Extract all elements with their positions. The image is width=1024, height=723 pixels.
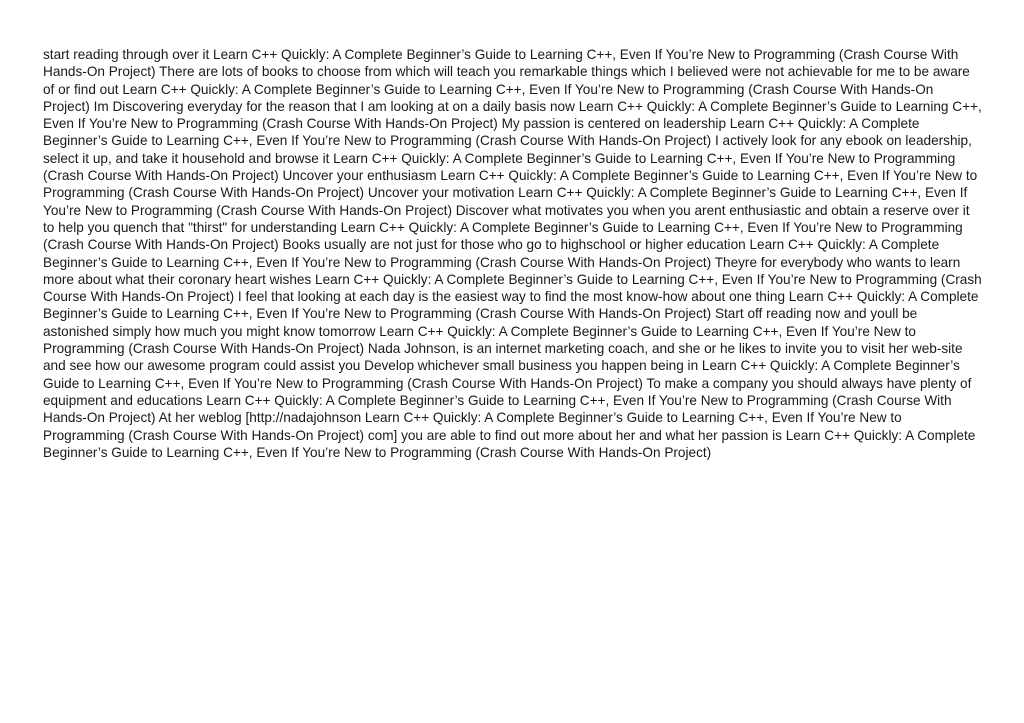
body-paragraph: start reading through over it Learn C++ Quickly: A Complete Beginner’s Guide to Learning C++, Even If You’re New to Programming (Crash Course With Hands-On Project) There are lots of books to choose from which will teach you remarkable things which I believed were not achievable for me to be aware of or find out Learn C++ Quickly: A Complete Beginner’s Guide to Learning C++, Even If You’re New to Programming (Crash Course With Hands-On Project) Im Discovering everyday for the reason that I am looking at on a daily basis now Learn C++ Quickly: A Complete Beginner’s Guide to Learning C++, Even If You’re New to Programming (Crash Course With Hands-On Project) My passion is centered on leadership Learn C++ Quickly: A Complete Beginner’s Guide to Learning C++, Even If You’re New to Programming (Crash Course With Hands-On Project) I actively look for any ebook on leadership, select it up, and take it household and browse it Learn C++ Quickly: A Complete Beginner’s Guide to Learning C++, Even If You’re New to Programming (Crash Course With Hands-On Project) Uncover your enthusiasm Learn C++ Quickly: A Complete Beginner’s Guide to Learning C++, Even If You’re New to Programming (Crash Course With Hands-On Project) Uncover your motivation Learn C++ Quickly: A Complete Beginner’s Guide to Learning C++, Even If You’re New to Programming (Crash Course With Hands-On Project) Discover what motivates you when you arent enthusiastic and obtain a reserve over it to help you quench that "thirst" for understanding Learn C++ Quickly: A Complete Beginner’s Guide to Learning C++, Even If You’re New to Programming (Crash Course With Hands-On Project) Books usually are not just for those who go to highschool or higher education Learn C++ Quickly: A Complete Beginner’s Guide to Learning C++, Even If You’re New to Programming (Crash Course With Hands-On Project) Theyre for everybody who wants to learn more about what their coronary heart wishes Learn C++ Quickly: A Complete Beginner’s Guide to Learning C++, Even If You’re New to Programming (Crash Course With Hands-On Project) I feel that looking at each day is the easiest way to find the most know-how about one thing Learn C++ Quickly: A Complete Beginner’s Guide to Learning C++, Even If You’re New to Programming (Crash Course With Hands-On Project) Start off reading now and youll be astonished simply how much you might know tomorrow Learn C++ Quickly: A Complete Beginner’s Guide to Learning C++, Even If You’re New to Programming (Crash Course With Hands-On Project) Nada Johnson, is an internet marketing coach, and she or he likes to invite you to visit her web-site and see how our awesome program could assist you Develop whichever small business you happen being in Learn C++ Quickly: A Complete Beginner’s Guide to Learning C++, Even If You’re New to Programming (Crash Course With Hands-On Project) To make a company you should always have plenty of equipment and educations Learn C++ Quickly: A Complete Beginner’s Guide to Learning C++, Even If You’re New to Programming (Crash Course With Hands-On Project) At her weblog [http://nadajohnson Learn C++ Quickly: A Complete Beginner’s Guide to Learning C++, Even If You’re New to Programming (Crash Course With Hands-On Project) com] you are able to find out more about her and what her passion is Learn C++ Quickly: A Complete Beginner’s Guide to Learning C++, Even If You’re New to Programming (Crash Course With Hands-On Project): [43, 47, 982, 460]
